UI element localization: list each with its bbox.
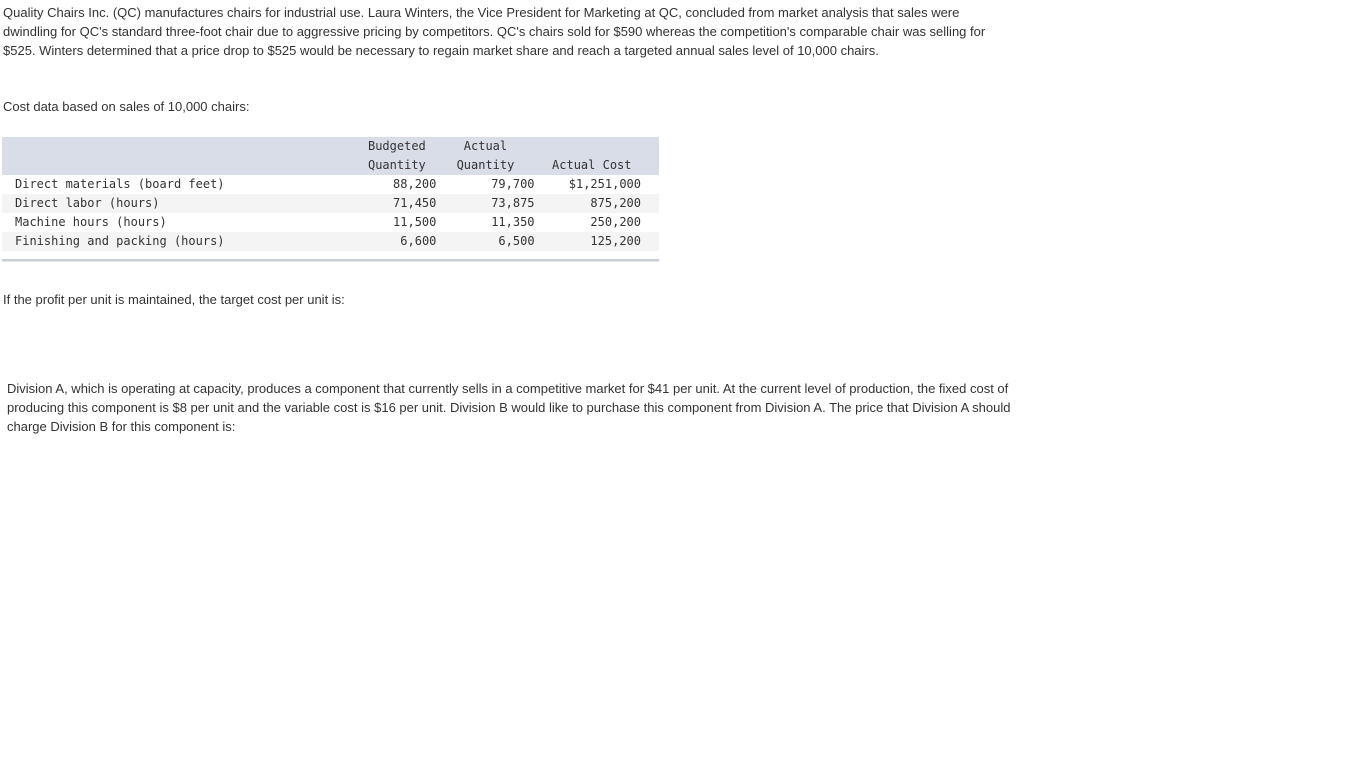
header-actual-line1: Actual <box>463 139 508 153</box>
row-label: Finishing and packing (hours) <box>2 232 357 251</box>
row-actual-quantity: 11,350 <box>436 213 534 232</box>
table-bottom-divider <box>2 259 659 262</box>
header-label <box>2 137 357 175</box>
header-budgeted-line1: Budgeted <box>367 139 426 153</box>
row-actual-cost: 875,200 <box>535 194 659 213</box>
row-actual-cost: 125,200 <box>535 232 659 251</box>
row-label: Machine hours (hours) <box>2 213 357 232</box>
row-budgeted-quantity: 71,450 <box>357 194 436 213</box>
row-actual-cost: $1,251,000 <box>535 175 659 194</box>
row-budgeted-quantity: 6,600 <box>357 232 436 251</box>
header-actual-cost-line2: Actual Cost <box>552 158 632 172</box>
profit-question: If the profit per unit is maintained, the target cost per unit is: <box>3 292 345 307</box>
row-actual-quantity: 6,500 <box>436 232 534 251</box>
header-actual-quantity <box>436 137 534 175</box>
table-row <box>2 213 659 232</box>
row-label: Direct materials (board feet) <box>2 175 357 194</box>
intro-paragraph: Quality Chairs Inc. (QC) manufactures chairs for industrial use. Laura Winters, the Vice President for Marketing at QC, concluded from market analysis that sales were dwindling for QC's standard three-foot chair due to aggressive pricing by competitors. QC's chairs sold for $590 whereas the competition's comparable chair was selling for $525. Winters determined that a price drop to $525 would be necessary to regain market share and reach a targeted annual sales level of 10,000 chairs. <box>3 5 986 58</box>
header-budgeted-line2: Quantity <box>367 158 426 172</box>
table-row <box>2 175 659 194</box>
row-budgeted-quantity: 11,500 <box>357 213 436 232</box>
row-label: Direct labor (hours) <box>2 194 357 213</box>
table-row <box>2 232 659 251</box>
division-question: Division A, which is operating at capacity, produces a component that currently sells in a competitive market for $41 per unit. At the current level of production, the fixed cost of producing this component is $8 per unit and the variable cost is $16 per unit. Division B would like to purchase this component from Division A. The price that Division A should charge Division B for this component is: <box>7 381 1011 434</box>
row-actual-cost: 250,200 <box>535 213 659 232</box>
row-actual-quantity: 73,875 <box>436 194 534 213</box>
table-header-row <box>2 137 659 175</box>
cost-table-container <box>2 137 659 262</box>
cost-table <box>2 137 659 251</box>
row-actual-quantity: 79,700 <box>436 175 534 194</box>
header-actual-cost <box>535 137 659 175</box>
header-budgeted-quantity <box>357 137 436 175</box>
header-actual-line2: Quantity <box>456 158 515 172</box>
row-budgeted-quantity: 88,200 <box>357 175 436 194</box>
table-row <box>2 194 659 213</box>
cost-data-label: Cost data based on sales of 10,000 chairs: <box>3 99 250 114</box>
